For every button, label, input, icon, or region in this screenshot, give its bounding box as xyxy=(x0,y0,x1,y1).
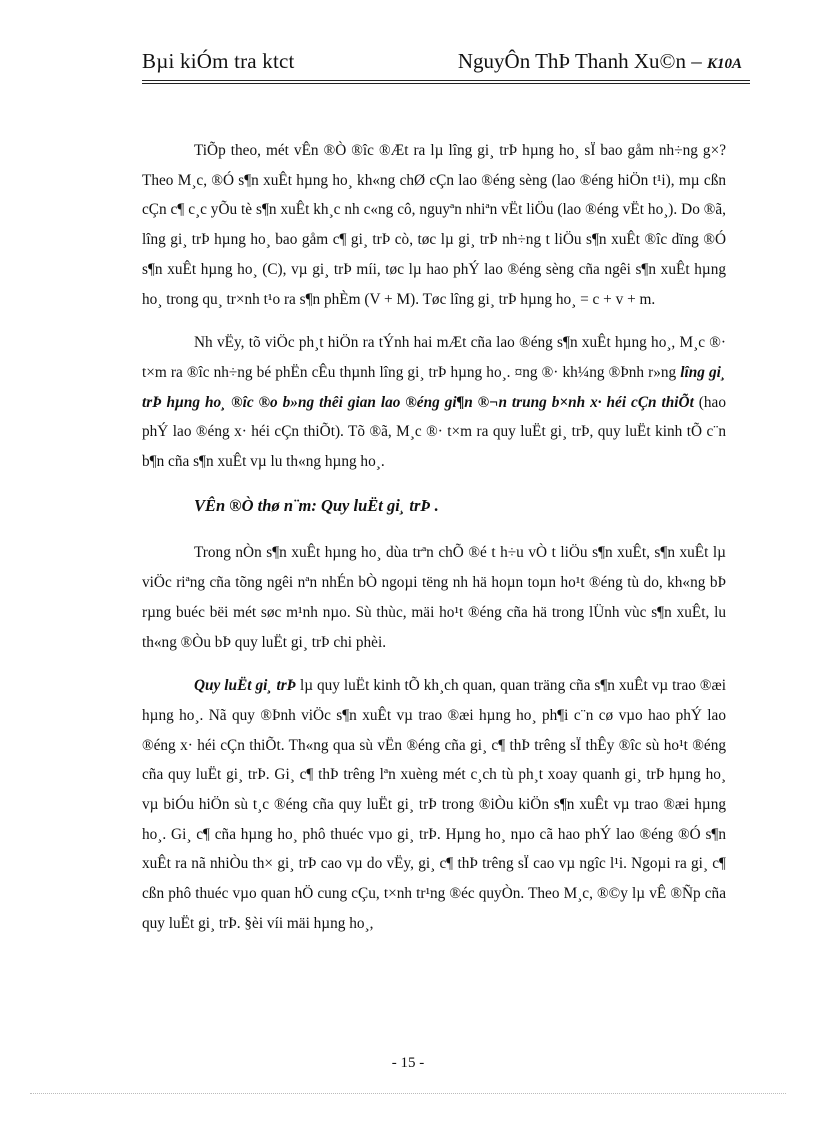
author-separator: – xyxy=(685,49,707,73)
page-header xyxy=(142,46,750,84)
paragraph-2-start: Nh vËy, tõ viÖc ph¸t hiÖn ra tÝnh hai mÆt cña lao ®éng s¶n xuÊt hµng ho¸, M¸c ®· t×m ra ®îc nh÷ng bé phËn cÊu thµnh lîng gi¸ trÞ hµng ho¸. ¤ng ®· kh¼ng ®Þnh r»ng xyxy=(142,334,726,381)
page-bottom-divider xyxy=(30,1093,786,1094)
paragraph-3: Trong nÒn s¶n xuÊt hµng ho¸ dùa trªn chÕ ®é t h÷u vÒ t liÖu s¶n xuÊt, s¶n xuÊt lµ viÖc riªng cña tõng ngêi nªn nhÉn bÒ ngoµi tëng nh hä hoµn toµn ho¹t ®éng tù do, kh«ng bÞ rµng buéc bëi mét søc m¹nh nµo. Sù thùc, mäi ho¹t ®éng cña hä trong lÜnh vùc s¶n xuÊt, lu th«ng ®Òu bÞ quy luËt gi¸ trÞ chi phèi. xyxy=(142,544,726,651)
author-class: K10A xyxy=(706,56,742,72)
paragraph-2-emphasis: lîng gi¸ trÞ hµng ho¸ ®îc ®o b»ng thêi gian lao ®éng gi¶n ®¬n trung b×nh x· héi cÇn thiÕt xyxy=(142,363,726,411)
header-author xyxy=(458,49,742,74)
paragraph-4-rest: lµ quy luËt kinh tÕ kh¸ch quan, quan träng cña s¶n xuÊt vµ trao ®æi hµng ho¸. Nã quy ®Þnh viÖc s¶n xuÊt vµ trao ®æi hµng ho¸ ph¶i c¨n cø vµo hao phÝ lao ®éng x· héi cÇn thiÕt. Th«ng qua sù vËn ®éng cña gi¸ c¶ thÞ trêng sÏ thÊy ®îc sù ho¹t ®éng cña quy luËt gi¸ trÞ. Gi¸ c¶ thÞ trêng lªn xuèng mét c¸ch tù ph¸t xoay quanh gi¸ trÞ hµng ho¸ vµ biÓu hiÖn sù t¸c ®éng cña quy luËt gi¸ trÞ trong ®iÒu kiÖn s¶n xuÊt vµ trao ®æi hµng ho¸. Gi¸ c¶ cña hµng ho¸ phô thuéc vµo gi¸ trÞ. Hµng ho¸ nµo cã hao phÝ lao ®éng ®Ó s¶n xuÊt ra nã nhiÒu th× gi¸ trÞ cao vµ do vËy, gi¸ c¶ thÞ trêng sÏ cao vµ ngîc l¹i. Ngoµi ra gi¸ c¶ cßn phô thuéc vµo quan hÖ cung cÇu, t×nh tr¹ng ®éc quyÒn. Theo M¸c, ®©y lµ vÊ ®Ñp cña quy luËt gi¸ trÞ. §èi víi mäi hµng ho¸, xyxy=(142,677,726,932)
paragraph-1: TiÕp theo, mét vÊn ®Ò ®îc ®Æt ra lµ lîng gi¸ trÞ hµng ho¸ sÏ bao gåm nh÷ng g×? Theo M¸c, ®Ó s¶n xuÊt hµng ho¸ kh«ng chØ cÇn lao ®éng sèng (lao ®éng hiÖn t¹i), mµ cßn cÇn c¶ c¸c yÕu tè s¶n xuÊt kh¸c nh c«ng cô, nguyªn nhiªn vËt liÖu (lao ®éng vËt ho¸). Do ®ã, lîng gi¸ trÞ hµng ho¸ bao gåm c¶ gi¸ trÞ cò, tøc lµ gi¸ trÞ nh÷ng t liÖu s¶n xuÊt ®îc dïng ®Ó s¶n xuÊt hµng ho¸ (C), vµ gi¸ trÞ míi, tøc lµ hao phÝ lao ®éng sèng cña ngêi s¶n xuÊt hµng ho¸ trong qu¸ tr×nh t¹o ra s¶n phÈm (V + M). Tøc lîng gi¸ trÞ hµng ho¸ = c + v + m. xyxy=(142,142,726,308)
author-name: NguyÔn ThÞ Thanh Xu©n xyxy=(457,49,686,73)
paragraph-2 xyxy=(142,328,726,477)
paragraph-2-end: (hao phÝ lao ®éng x· héi cÇn thiÕt). Tõ ®ã, M¸c ®· t×m ra quy luËt gi¸ trÞ, quy luËt kinh tÕ c¨n b¶n cña s¶n xuÊt vµ lu th«ng hµng ho¸. xyxy=(142,393,726,471)
paragraph-4 xyxy=(142,671,726,938)
header-doc-title: Bµi kiÓm tra ktct xyxy=(142,49,295,73)
document-body xyxy=(142,136,726,953)
page-number: - 15 - xyxy=(391,1055,425,1071)
paragraph-4-emphasis: Quy luËt gi¸ trÞ xyxy=(194,677,296,695)
section-heading: VÊn ®Ò thø n¨m: Quy luËt gi¸ trÞ . xyxy=(194,495,439,515)
